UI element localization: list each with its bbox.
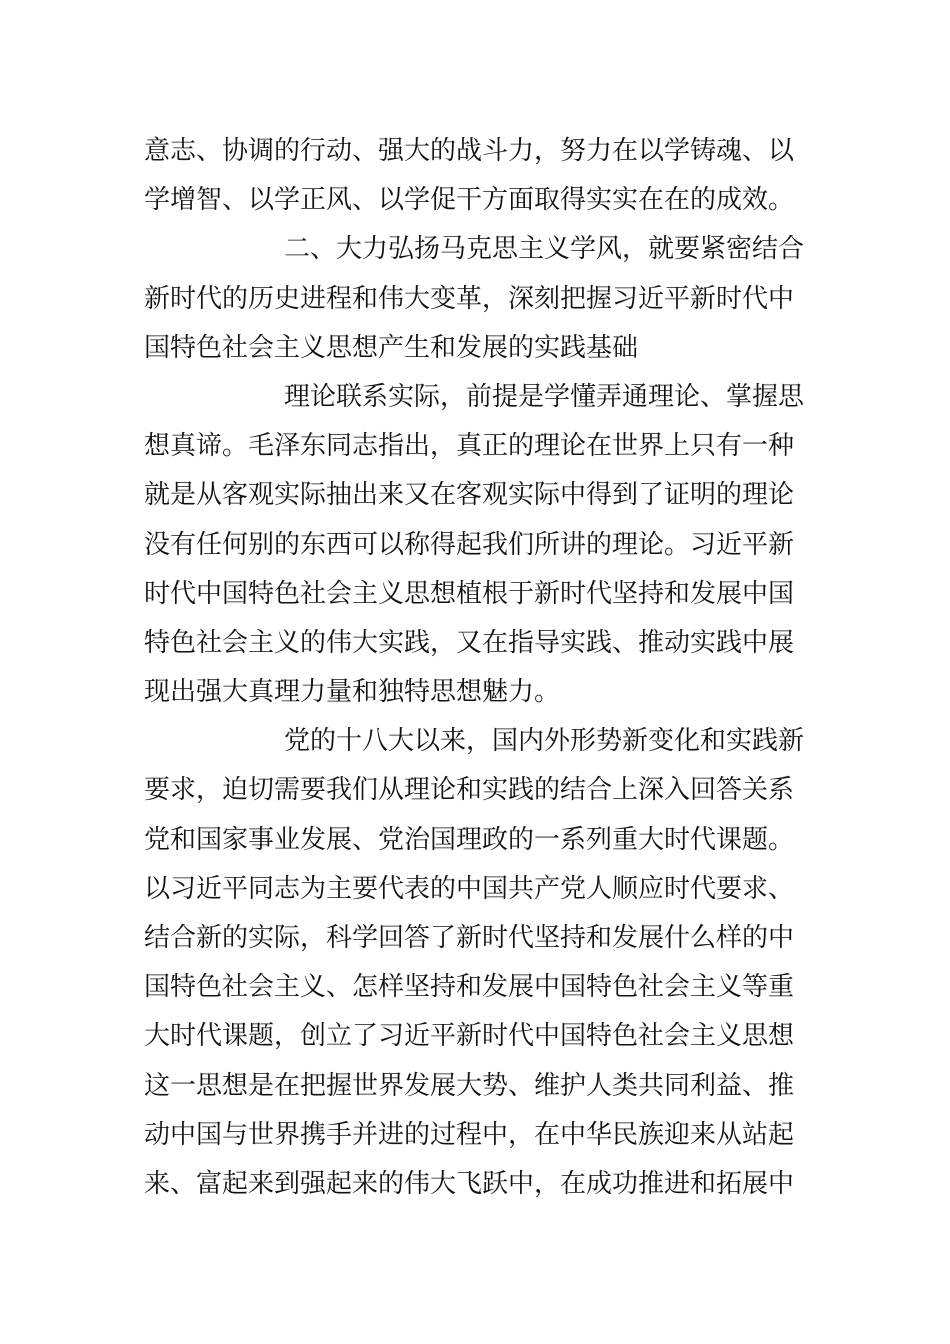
- paragraph-line-7: 现出强大真理力量和独特思想魅力。: [144, 677, 561, 708]
- paragraph-line-12: 结合新的实际，科学回答了新时代坚持和发展什么样的中: [144, 923, 795, 953]
- paragraph-line-9: 要求，迫切需要我们从理论和实践的结合上深入回答关系: [144, 775, 795, 806]
- paragraph-line-3: 就是从客观实际抽出来又在客观实际中得到了证明的理论: [144, 480, 795, 511]
- paragraph-line-15: 这一思想是在把握世界发展大势、维护人类共同利益、推: [144, 1070, 795, 1101]
- paragraph-line-17: 来、富起来到强起来的伟大飞跃中，在成功推进和拓展中: [144, 1168, 795, 1199]
- paragraph-line-6: 特色社会主义的伟大实践，又在指导实践、推动实践中展: [144, 627, 795, 658]
- paragraph-line-8: 党的十八大以来，国内外形势新变化和实践新: [284, 726, 805, 757]
- paragraph-line-4: 没有任何别的东西可以称得起我们所讲的理论。习近平新: [144, 529, 795, 560]
- paragraph-line-14: 大时代课题，创立了习近平新时代中国特色社会主义思想: [144, 1021, 795, 1052]
- paragraph-line-1: 理论联系实际，前提是学懂弄通理论、掌握思: [284, 381, 805, 412]
- paragraph-line-5: 时代中国特色社会主义思想植根于新时代坚持和发展中国: [144, 578, 795, 609]
- paragraph-line-11: 以习近平同志为主要代表的中国共产党人顺应时代要求、: [144, 873, 795, 904]
- section-heading-line-2: 新时代的历史进程和伟大变革，深刻把握习近平新时代中: [144, 283, 795, 314]
- text-line-1: 意志、协调的行动、强大的战斗力，努力在以学铸魂、以: [144, 136, 795, 166]
- section-heading-line-3: 国特色社会主义思想产生和发展的实践基础: [144, 332, 639, 363]
- paragraph-line-13: 国特色社会主义、怎样坚持和发展中国特色社会主义等重: [144, 972, 795, 1003]
- paragraph-line-2: 想真谛。毛泽东同志指出，真正的理论在世界上只有一种: [144, 431, 795, 462]
- section-heading-line-1: 二、大力弘扬马克思主义学风，就要紧密结合: [284, 234, 805, 265]
- body-text: [144, 127, 810, 1209]
- text-line-2: 学增智、以学正风、以学促干方面取得实实在在的成效。: [144, 185, 795, 216]
- paragraph-line-10: 党和国家事业发展、党治国理政的一系列重大时代课题。: [144, 824, 795, 855]
- paragraph-line-16: 动中国与世界携手并进的过程中，在中华民族迎来从站起: [144, 1119, 795, 1150]
